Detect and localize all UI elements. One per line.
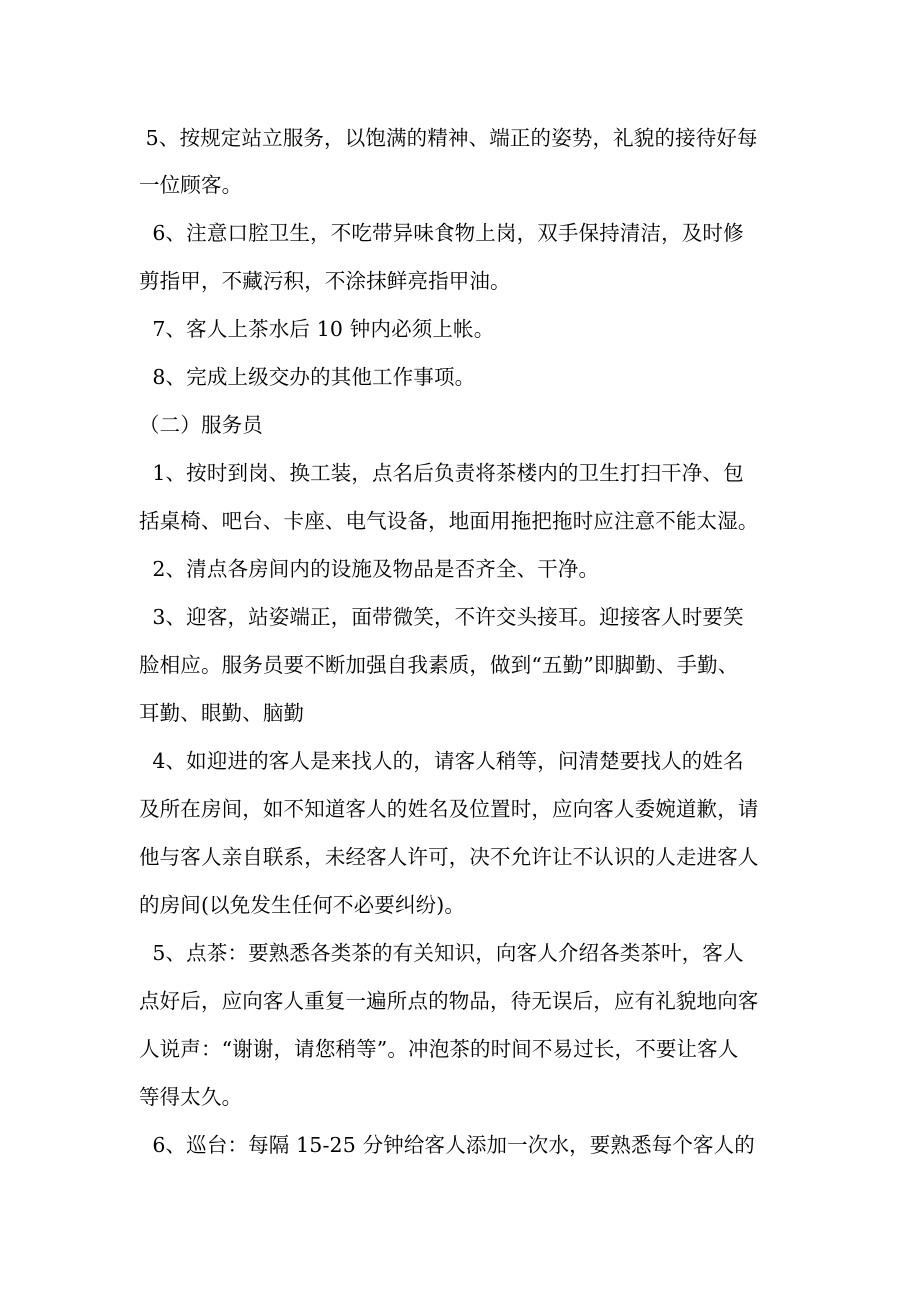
text-line: 脸相应。服务员要不断加强自我素质，做到“五勤”即脚勤、手勤、 <box>139 653 739 677</box>
text-line: 2、清点各房间内的设施及物品是否齐全、干净。 <box>139 557 600 581</box>
text-line: 括桌椅、吧台、卡座、电气设备，地面用拖把拖时应注意不能太湿。 <box>139 509 759 533</box>
text-line: 6、巡台：每隔 15-25 分钟给客人添加一次水，要熟悉每个客人的 <box>139 1133 755 1157</box>
text-line: 8、完成上级交办的其他工作事项。 <box>139 365 476 389</box>
text-line: 及所在房间，如不知道客人的姓名及位置时，应向客人委婉道歉，请 <box>139 797 759 821</box>
text-line: 1、按时到岗、换工装，点名后负责将茶楼内的卫生打扫干净、包 <box>139 461 744 485</box>
text-line: 耳勤、眼勤、脑勤 <box>139 701 305 725</box>
text-line: 他与客人亲自联系，未经客人许可，决不允许让不认识的人走进客人 <box>139 845 759 869</box>
text-line: 人说声：“谢谢，请您稍等”。冲泡茶的时间不易过长，不要让客人 <box>139 1037 739 1061</box>
text-line: 5、点茶：要熟悉各类茶的有关知识，向客人介绍各类茶叶，客人 <box>139 941 744 965</box>
text-line: 一位顾客。 <box>139 173 243 197</box>
text-line: 的房间(以免发生任何不必要纠纷)。 <box>139 893 466 917</box>
text-line: 剪指甲，不藏污积，不涂抹鲜亮指甲油。 <box>139 269 511 293</box>
text-line: 等得太久。 <box>139 1085 243 1109</box>
text-line: 3、迎客，站姿端正，面带微笑，不许交头接耳。迎接客人时要笑 <box>139 605 744 629</box>
text-line: 5、按规定站立服务，以饱满的精神、端正的姿势，礼貌的接待好每 <box>139 126 758 150</box>
section-heading: （二）服务员 <box>139 413 263 437</box>
text-line: 点好后，应向客人重复一遍所点的物品，待无误后，应有礼貌地向客 <box>139 989 759 1013</box>
text-line: 7、客人上茶水后 10 钟内必须上帐。 <box>139 317 495 341</box>
text-line: 4、如迎进的客人是来找人的，请客人稍等，问清楚要找人的姓名 <box>139 749 744 773</box>
text-line: 6、注意口腔卫生，不吃带异味食物上岗，双手保持清洁，及时修 <box>139 221 744 245</box>
